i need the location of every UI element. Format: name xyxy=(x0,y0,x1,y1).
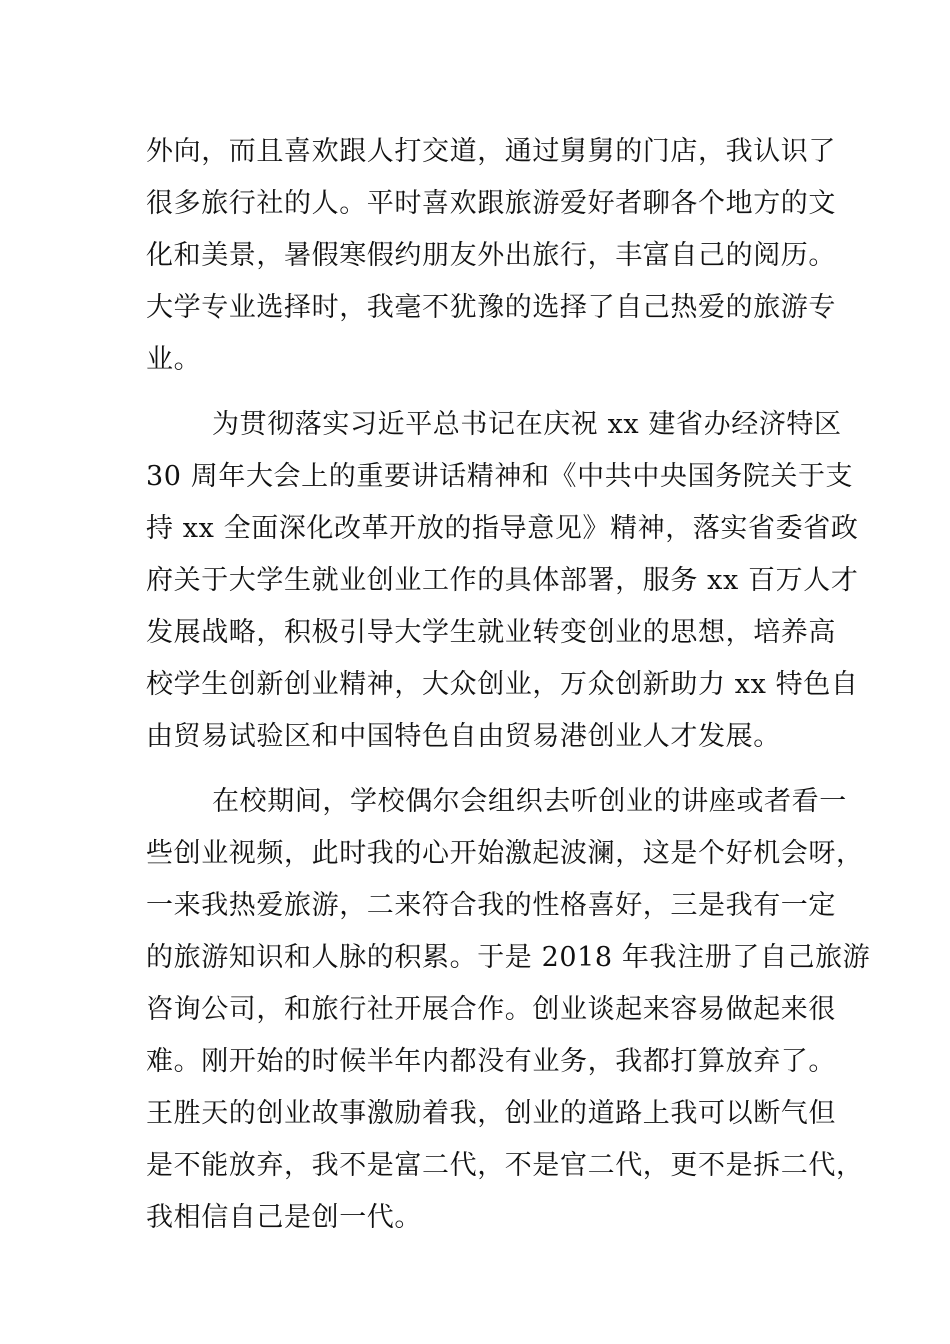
text-line: 外向，而且喜欢跟人打交道，通过舅舅的门店，我认识了 xyxy=(146,136,836,167)
text-line: 30 周年大会上的重要讲话精神和《中共中央国务院关于支 xyxy=(146,461,854,492)
text-line: 在校期间，学校偶尔会组织去听创业的讲座或者看一 xyxy=(212,786,847,817)
text-line: 是不能放弃，我不是富二代，不是官二代，更不是拆二代， xyxy=(146,1150,864,1181)
paragraph-1 xyxy=(146,126,836,386)
text-line: 由贸易试验区和中国特色自由贸易港创业人才发展。 xyxy=(146,721,781,752)
text-line: 持 xx 全面深化改革开放的指导意见》精神，落实省委省政 xyxy=(146,513,859,544)
text-line: 府关于大学生就业创业工作的具体部署，服务 xx 百万人才 xyxy=(146,565,859,596)
text-line: 为贯彻落实习近平总书记在庆祝 xx 建省办经济特区 xyxy=(212,409,842,440)
text-line: 我相信自己是创一代。 xyxy=(146,1202,422,1233)
text-line: 业。 xyxy=(146,344,202,375)
text-line: 难。刚开始的时候半年内都没有业务，我都打算放弃了。 xyxy=(146,1046,836,1077)
text-line: 的旅游知识和人脉的积累。于是 2018 年我注册了自己旅游 xyxy=(146,942,871,973)
text-line: 些创业视频，此时我的心开始激起波澜，这是个好机会呀， xyxy=(146,838,864,869)
text-line: 大学专业选择时，我毫不犹豫的选择了自己热爱的旅游专 xyxy=(146,292,836,323)
text-line: 校学生创新创业精神，大众创业，万众创新助力 xx 特色自 xyxy=(146,669,859,700)
paragraph-2 xyxy=(146,399,859,763)
text-line: 很多旅行社的人。平时喜欢跟旅游爱好者聊各个地方的文 xyxy=(146,188,836,219)
text-line: 发展战略，积极引导大学生就业转变创业的思想，培养高 xyxy=(146,617,836,648)
text-line: 咨询公司，和旅行社开展合作。创业谈起来容易做起来很 xyxy=(146,994,836,1025)
paragraph-3 xyxy=(146,776,871,1244)
text-line: 一来我热爱旅游，二来符合我的性格喜好，三是我有一定 xyxy=(146,890,836,921)
body-text xyxy=(146,126,871,1244)
text-line: 化和美景，暑假寒假约朋友外出旅行，丰富自己的阅历。 xyxy=(146,240,836,271)
text-line: 王胜天的创业故事激励着我，创业的道路上我可以断气但 xyxy=(146,1098,836,1129)
